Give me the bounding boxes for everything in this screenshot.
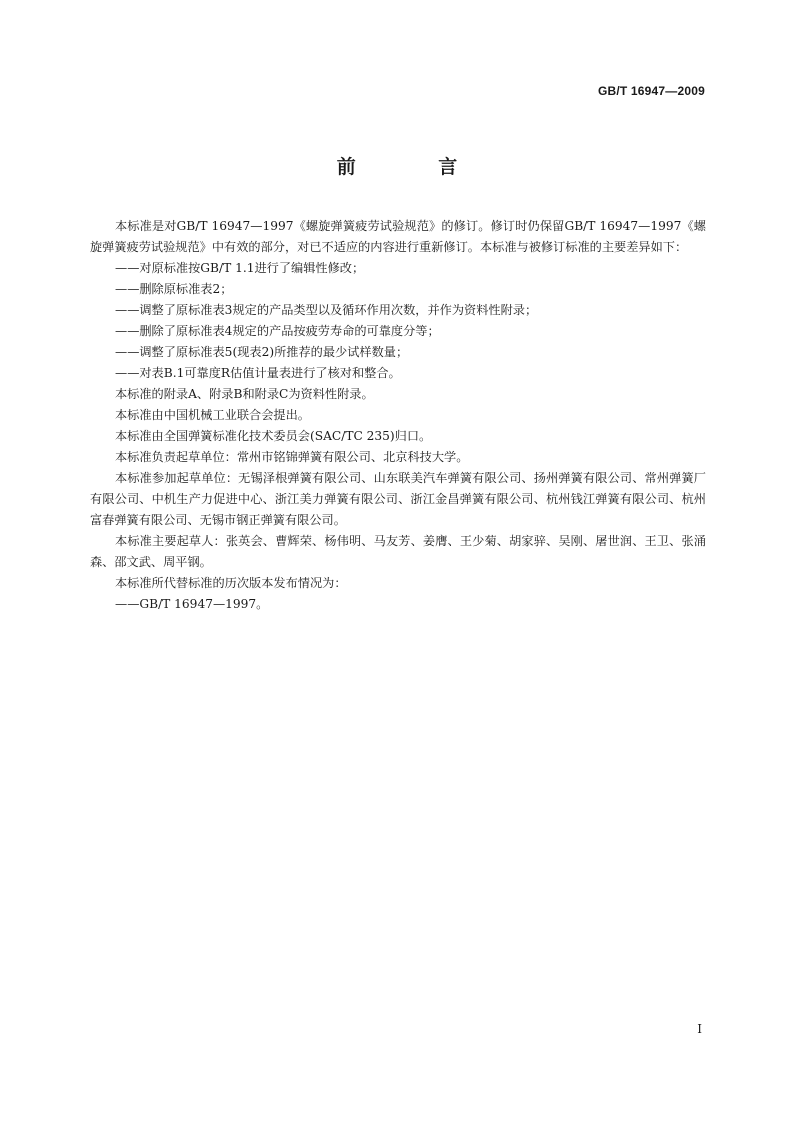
drafting-unit-paragraph: 本标准负责起草单位：常州市铭锦弹簧有限公司、北京科技大学。: [115, 450, 469, 464]
appendix-paragraph: 本标准的附录A、附录B和附录C为资料性附录。: [115, 387, 374, 401]
list-item: ——调整了原标准表5(现表2)所推荐的最少试样数量；: [115, 345, 409, 359]
list-item: ——删除了原标准表4规定的产品按疲劳寿命的可靠度分等；: [115, 324, 440, 338]
intro-paragraph: 本标准是对GB/T 16947—1997《螺旋弹簧疲劳试验规范》的修订。修订时仍保留GB/T 16947—1997《螺旋弹簧疲劳试验规范》中有效的部分，对已不适应的内容进行重新修订。本标准与被修订标准的主要差异如下：: [90, 219, 706, 254]
drafters-paragraph: 本标准主要起草人：张英会、曹辉荣、杨伟明、马友芳、姜膺、王少菊、胡家骍、吴刚、屠世润、王卫、张涌森、邵文武、周平钢。: [90, 534, 706, 569]
proposer-paragraph: 本标准由中国机械工业联合会提出。: [115, 408, 310, 422]
list-item: ——对表B.1可靠度R估值计量表进行了核对和整合。: [115, 366, 401, 380]
list-item: ——删除原标准表2；: [115, 282, 233, 296]
page-title: 前 言: [336, 156, 496, 178]
document-body: [90, 216, 706, 615]
list-item: ——对原标准按GB/T 1.1进行了编辑性修改；: [115, 261, 365, 275]
list-item: ——调整了原标准表3规定的产品类型以及循环作用次数，并作为资料性附录；: [115, 303, 538, 317]
list-item: ——GB/T 16947—1997。: [115, 597, 269, 611]
jurisdiction-paragraph: 本标准由全国弹簧标准化技术委员会(SAC/TC 235)归口。: [115, 429, 432, 443]
participating-units-paragraph: 本标准参加起草单位：无锡泽根弹簧有限公司、山东联美汽车弹簧有限公司、扬州弹簧有限公司、常州弹簧厂有限公司、中机生产力促进中心、浙江美力弹簧有限公司、浙江金昌弹簧有限公司、杭州钱江弹簧有限公司、杭州富春弹簧有限公司、无锡市钢正弹簧有限公司。: [90, 471, 706, 527]
standard-code: GB/T 16947—2009: [597, 84, 705, 98]
page-number: I: [697, 1022, 702, 1036]
history-paragraph: 本标准所代替标准的历次版本发布情况为：: [115, 576, 347, 590]
